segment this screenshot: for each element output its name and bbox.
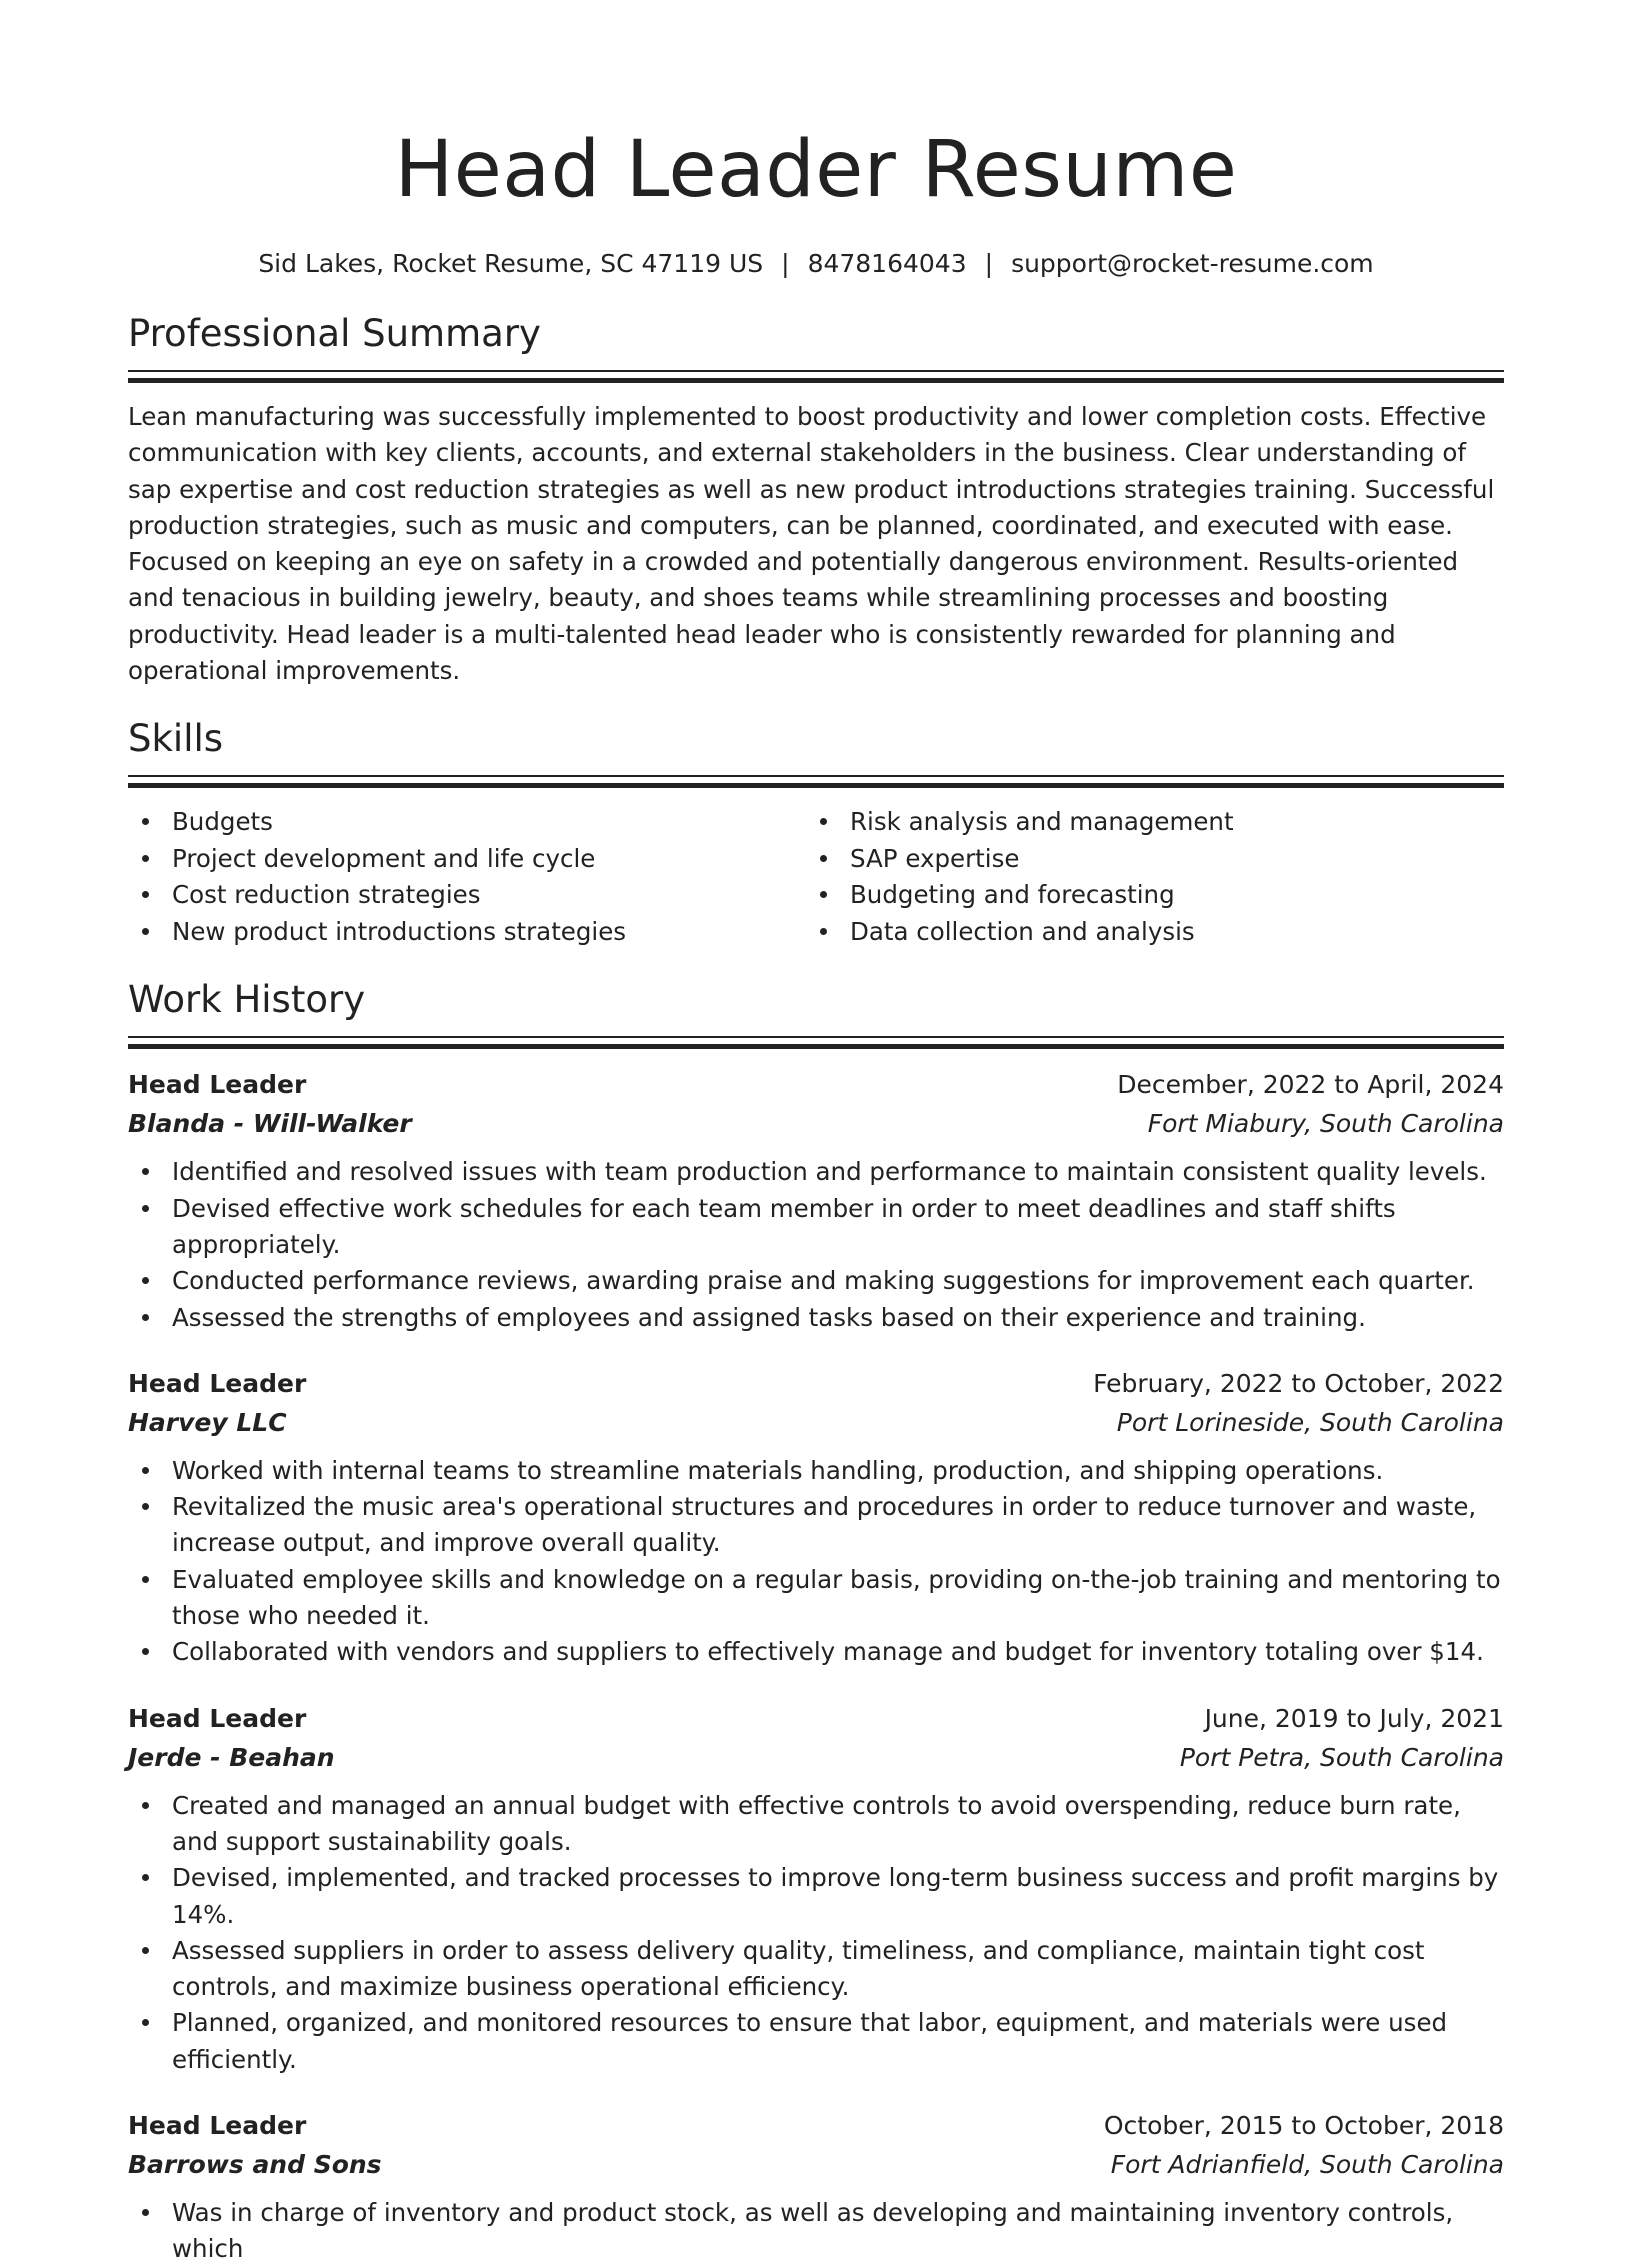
resume-page: [128, 0, 1504, 2268]
job-bullet: Created and managed an annual budget with effective controls to avoid overspending, reduce burn rate, and support sustainability goals.: [172, 1788, 1504, 1861]
section-divider: [128, 775, 1504, 788]
skill-item: SAP expertise: [850, 841, 1484, 878]
job-subheader: [128, 1404, 1504, 1442]
job-entry: [128, 1699, 1504, 2078]
skills-list-right: [806, 804, 1484, 950]
job-dates: December, 2022 to April, 2024: [1117, 1070, 1504, 1100]
job-bullets: [128, 1453, 1504, 1671]
job-employer: Blanda - Will-Walker: [128, 1109, 412, 1139]
section-divider: [128, 370, 1504, 383]
job-header: [128, 1699, 1504, 1739]
skill-item: Risk analysis and management: [850, 804, 1484, 841]
contact-separator: |: [781, 249, 790, 278]
skills-list-left: [128, 804, 806, 950]
job-employer: Barrows and Sons: [128, 2150, 382, 2180]
job-bullet: Identified and resolved issues with team production and performance to maintain consistent quality levels.: [172, 1154, 1504, 1190]
job-subheader: [128, 1105, 1504, 1143]
job-bullet: Collaborated with vendors and suppliers to effectively manage and budget for inventory totaling over $14.: [172, 1634, 1504, 1670]
job-bullet: Assessed suppliers in order to assess delivery quality, timeliness, and compliance, maintain tight cost controls, and maximize business operational efficiency.: [172, 1933, 1504, 2006]
job-location: Fort Miabury, South Carolina: [1147, 1109, 1504, 1139]
job-bullet: Devised effective work schedules for each team member in order to meet deadlines and staff shifts appropriately.: [172, 1191, 1504, 1264]
resume-title: Head Leader Resume: [394, 125, 1238, 215]
job-bullet: Assessed the strengths of employees and assigned tasks based on their experience and training.: [172, 1300, 1504, 1336]
job-bullet: Planned, organized, and monitored resources to ensure that labor, equipment, and materials were used efficiently.: [172, 2005, 1504, 2078]
summary-section: [128, 310, 1504, 689]
job-bullet: Worked with internal teams to streamline materials handling, production, and shipping operations.: [172, 1453, 1504, 1489]
section-divider: [128, 1036, 1504, 1049]
job-dates: June, 2019 to July, 2021: [1204, 1703, 1504, 1733]
job-bullets: [128, 2195, 1504, 2268]
job-title: Head Leader: [128, 2111, 307, 2141]
job-employer: Harvey LLC: [128, 1407, 287, 1437]
job-bullet: Devised, implemented, and tracked processes to improve long-term business success and profit margins by 14%.: [172, 1860, 1504, 1933]
job-header: [128, 2106, 1504, 2146]
skill-item: New product introductions strategies: [172, 914, 806, 951]
job-location: Port Petra, South Carolina: [1179, 1742, 1504, 1772]
contact-separator: |: [984, 249, 994, 278]
contact-email: support@rocket-resume.com: [1011, 249, 1374, 278]
job-dates: October, 2015 to October, 2018: [1103, 2111, 1504, 2141]
job-bullet: Was in charge of inventory and product stock, as well as developing and maintaining inventory controls, which: [172, 2195, 1504, 2268]
job-entry: [128, 1364, 1504, 1671]
job-employer: Jerde - Beahan: [128, 1742, 335, 1772]
summary-text: Lean manufacturing was successfully implemented to boost productivity and lower completion costs. Effective communication with key clients, accounts, and external stakeholders in the business. Clear understanding of sap expertise and cost reduction strategies as well as new product introductions strategies training. Successful production strategies, such as music and computers, can be planned, coordinated, and executed with ease. Focused on keeping an eye on safety in a crowded and potentially dangerous environment. Results-oriented and tenacious in building jewelry, beauty, and shoes teams while streamlining processes and boosting productivity. Head leader is a multi-talented head leader who is consistently rewarded for planning and operational improvements.: [128, 402, 1495, 686]
skill-item: Cost reduction strategies: [172, 877, 806, 914]
skill-item: Budgets: [172, 804, 806, 841]
job-title: Head Leader: [128, 1703, 307, 1733]
skill-item: Budgeting and forecasting: [850, 877, 1484, 914]
job-bullets: [128, 1154, 1504, 1335]
section-heading-work-history: Work History: [128, 978, 366, 1022]
job-header: [128, 1065, 1504, 1105]
job-title: Head Leader: [128, 1368, 307, 1398]
contact-line: [128, 248, 1504, 280]
job-bullet: Evaluated employee skills and knowledge on a regular basis, providing on-the-job training and mentoring to those who needed it.: [172, 1562, 1504, 1635]
job-entry: [128, 1065, 1504, 1335]
skill-item: Data collection and analysis: [850, 914, 1484, 951]
job-location: Port Lorineside, South Carolina: [1116, 1407, 1504, 1437]
job-bullets: [128, 1788, 1504, 2078]
skills-section: [128, 715, 1504, 950]
job-dates: February, 2022 to October, 2022: [1093, 1368, 1504, 1398]
job-bullet: Conducted performance reviews, awarding praise and making suggestions for improvement each quarter.: [172, 1263, 1504, 1299]
work-history-section: [128, 976, 1504, 2267]
skill-item: Project development and life cycle: [172, 841, 806, 878]
job-bullet: Revitalized the music area's operational structures and procedures in order to reduce turnover and waste, increase output, and improve overall quality.: [172, 1489, 1504, 1562]
job-subheader: [128, 2146, 1504, 2184]
job-location: Fort Adrianfield, South Carolina: [1110, 2150, 1504, 2180]
job-title: Head Leader: [128, 1070, 307, 1100]
section-heading-summary: Professional Summary: [128, 312, 541, 355]
job-entry: [128, 2106, 1504, 2268]
job-subheader: [128, 1739, 1504, 1777]
section-heading-skills: Skills: [128, 717, 224, 761]
contact-phone: 8478164043: [807, 249, 967, 278]
skills-columns: [128, 804, 1504, 950]
contact-address: Sid Lakes, Rocket Resume, SC 47119 US: [258, 249, 764, 278]
job-header: [128, 1364, 1504, 1404]
